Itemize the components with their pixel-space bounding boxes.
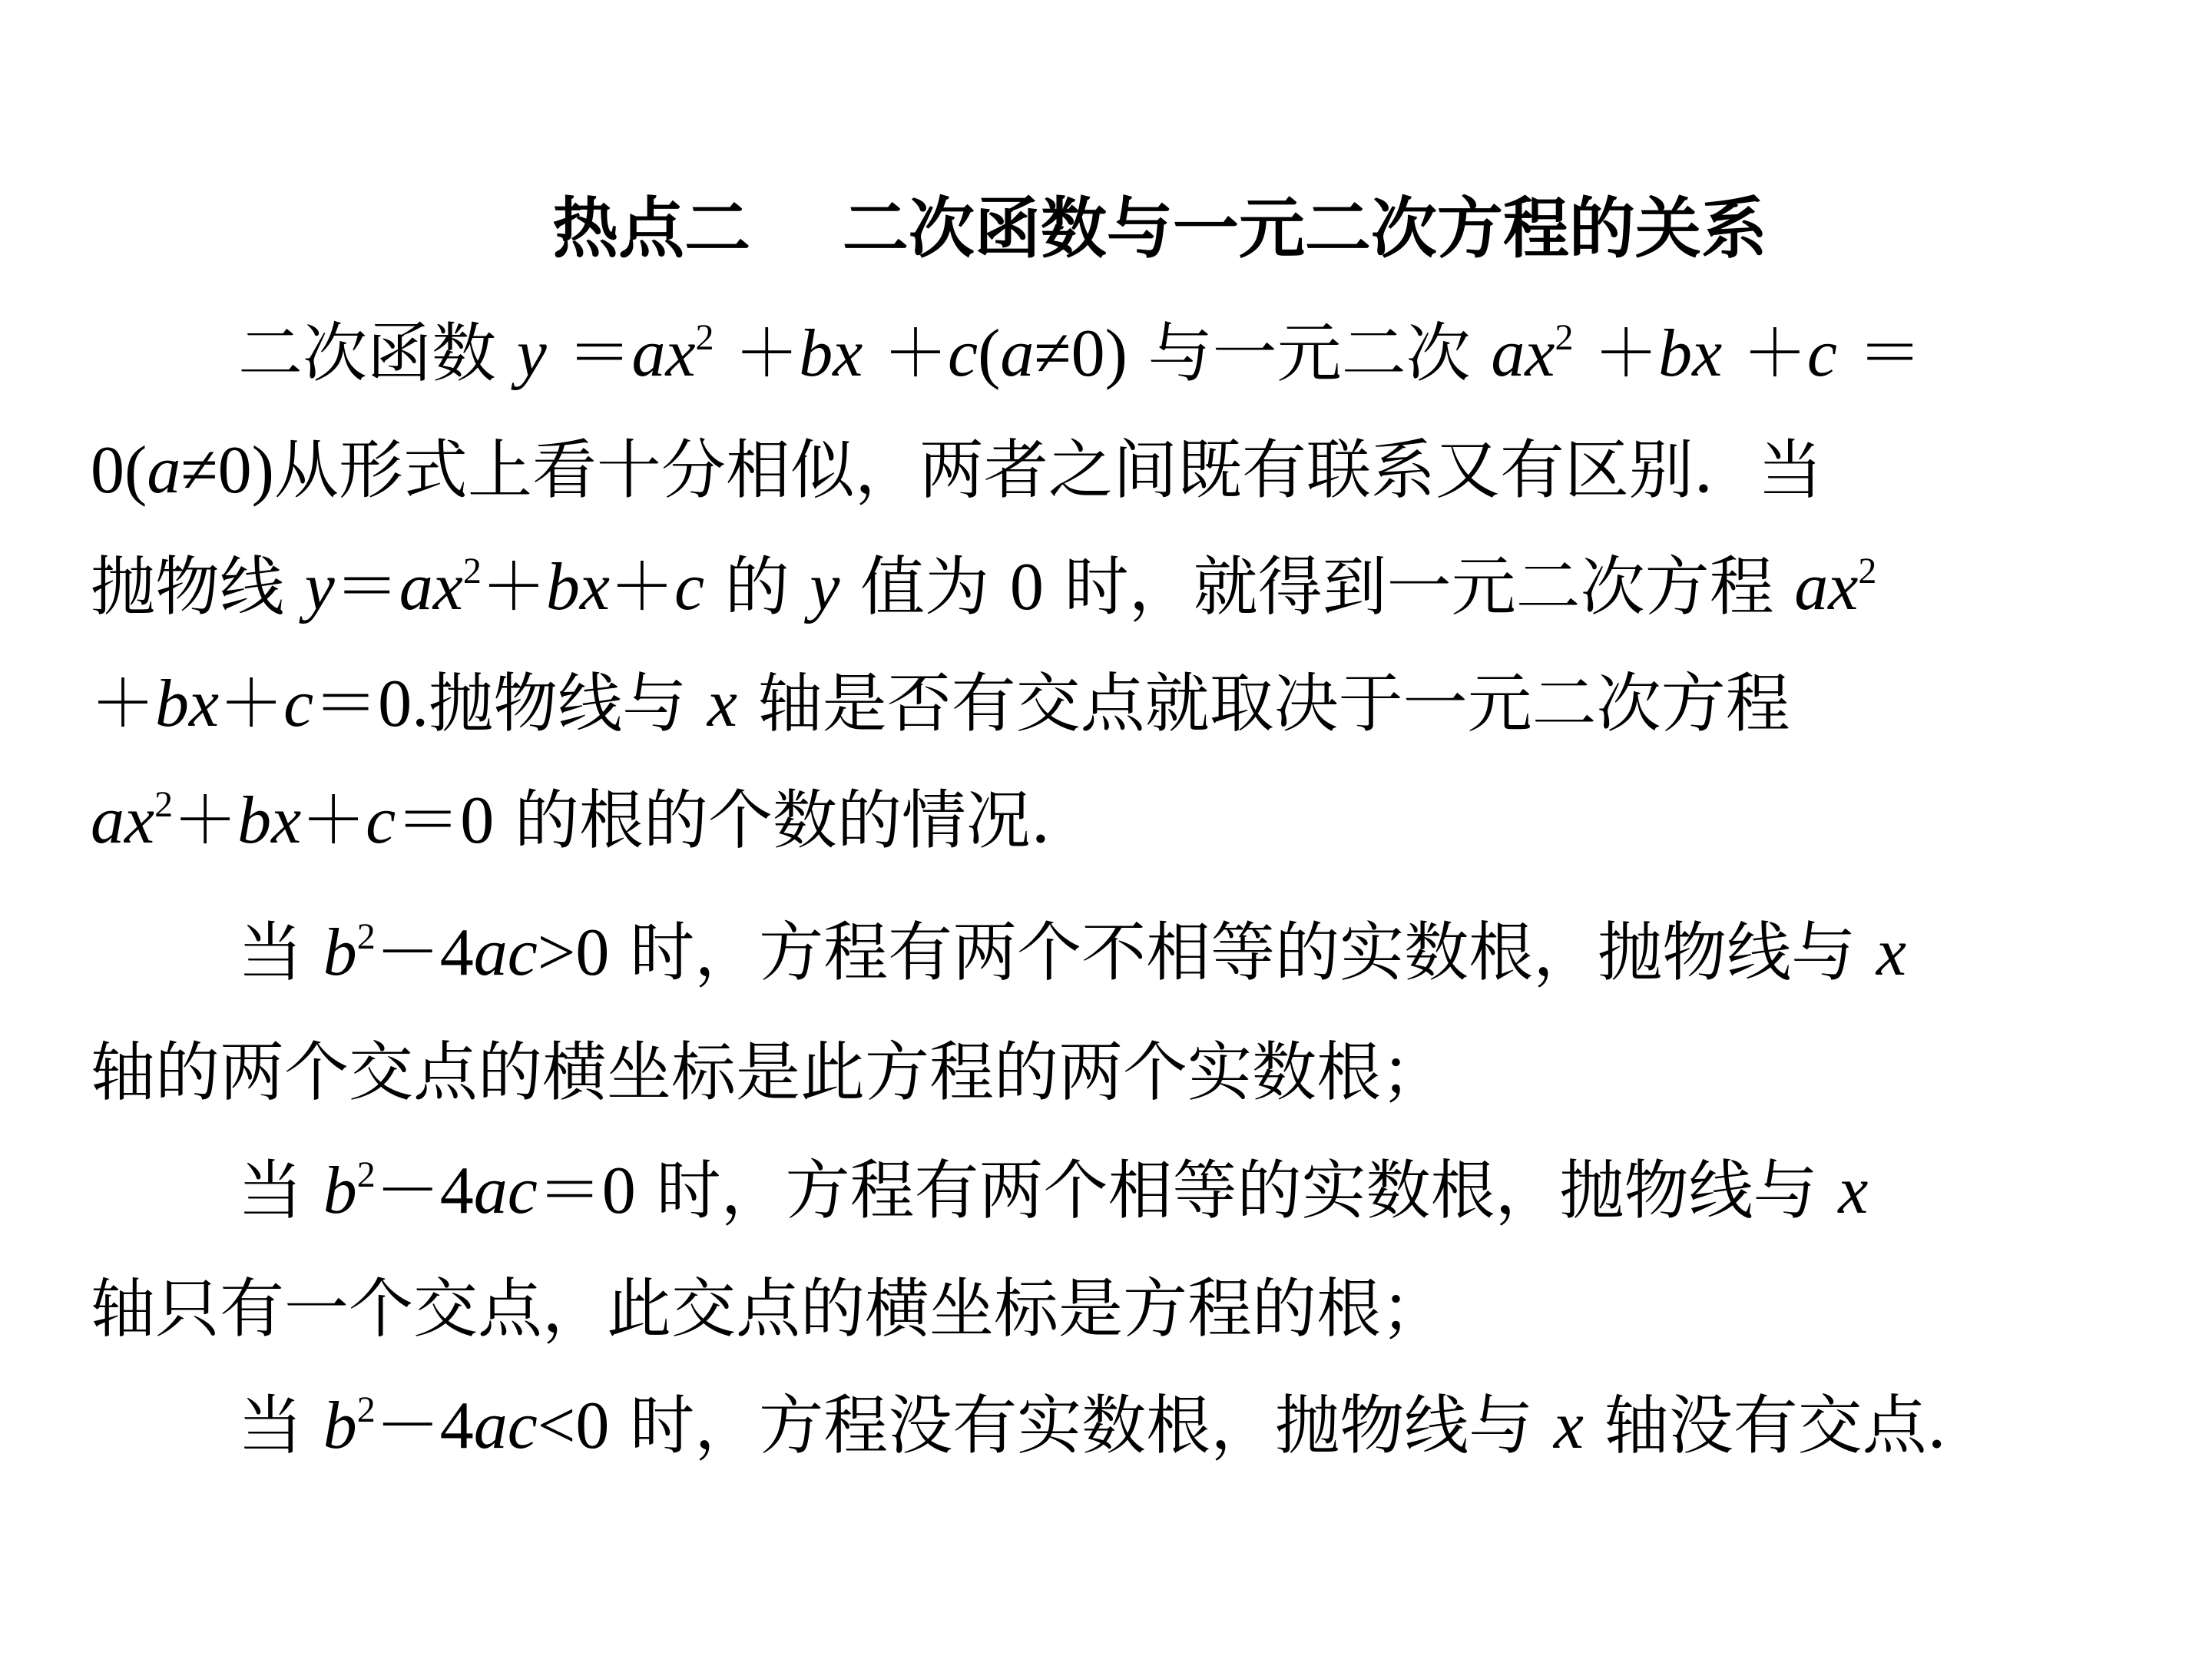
- paragraph-line-4: ＋bx＋c＝0.抛物线与 x 轴是否有交点就取决于一元二次方程: [91, 666, 1790, 741]
- paragraph-line-6: 当 $b^2-4ac>0$ 时，方程有两个不相等的实数根，抛物线与 x: [238, 915, 1906, 990]
- paragraph-line-7: 轴的两个交点的横坐标是此方程的两个实数根；: [91, 1035, 1446, 1110]
- paragraph-line-9: 轴只有一个交点，此交点的横坐标是方程的根；: [91, 1271, 1446, 1346]
- paragraph-line-8: 当 $b^2-4ac=0$ 时，方程有两个相等的实数根，抛物线与 x: [238, 1153, 1869, 1228]
- paragraph-line-1: 二次函数 $y =ax^2 +bx +c(a\ne 0)$ 与一元二次 $ax^2 +bx +c$ ＝: [238, 316, 1922, 391]
- paragraph-line-5: $ax^2+bx+c=0$ 的根的个数的情况．: [91, 783, 1095, 858]
- paragraph-line-2: 0(a≠0)从形式上看十分相似，两者之间既有联系又有区别．当: [91, 432, 1823, 508]
- section-title: 热点二 二次函数与一元二次方程的关系: [552, 190, 1767, 267]
- paragraph-line-3: 抛物线 $y=ax^2+bx+c$ 的 y 值为 0 时，就得到一元二次方程 $ax^2$: [91, 549, 1877, 624]
- paragraph-line-10: 当 $b^2-4ac<0$ 时，方程没有实数根，抛物线与 x 轴没有交点．: [238, 1388, 1992, 1463]
